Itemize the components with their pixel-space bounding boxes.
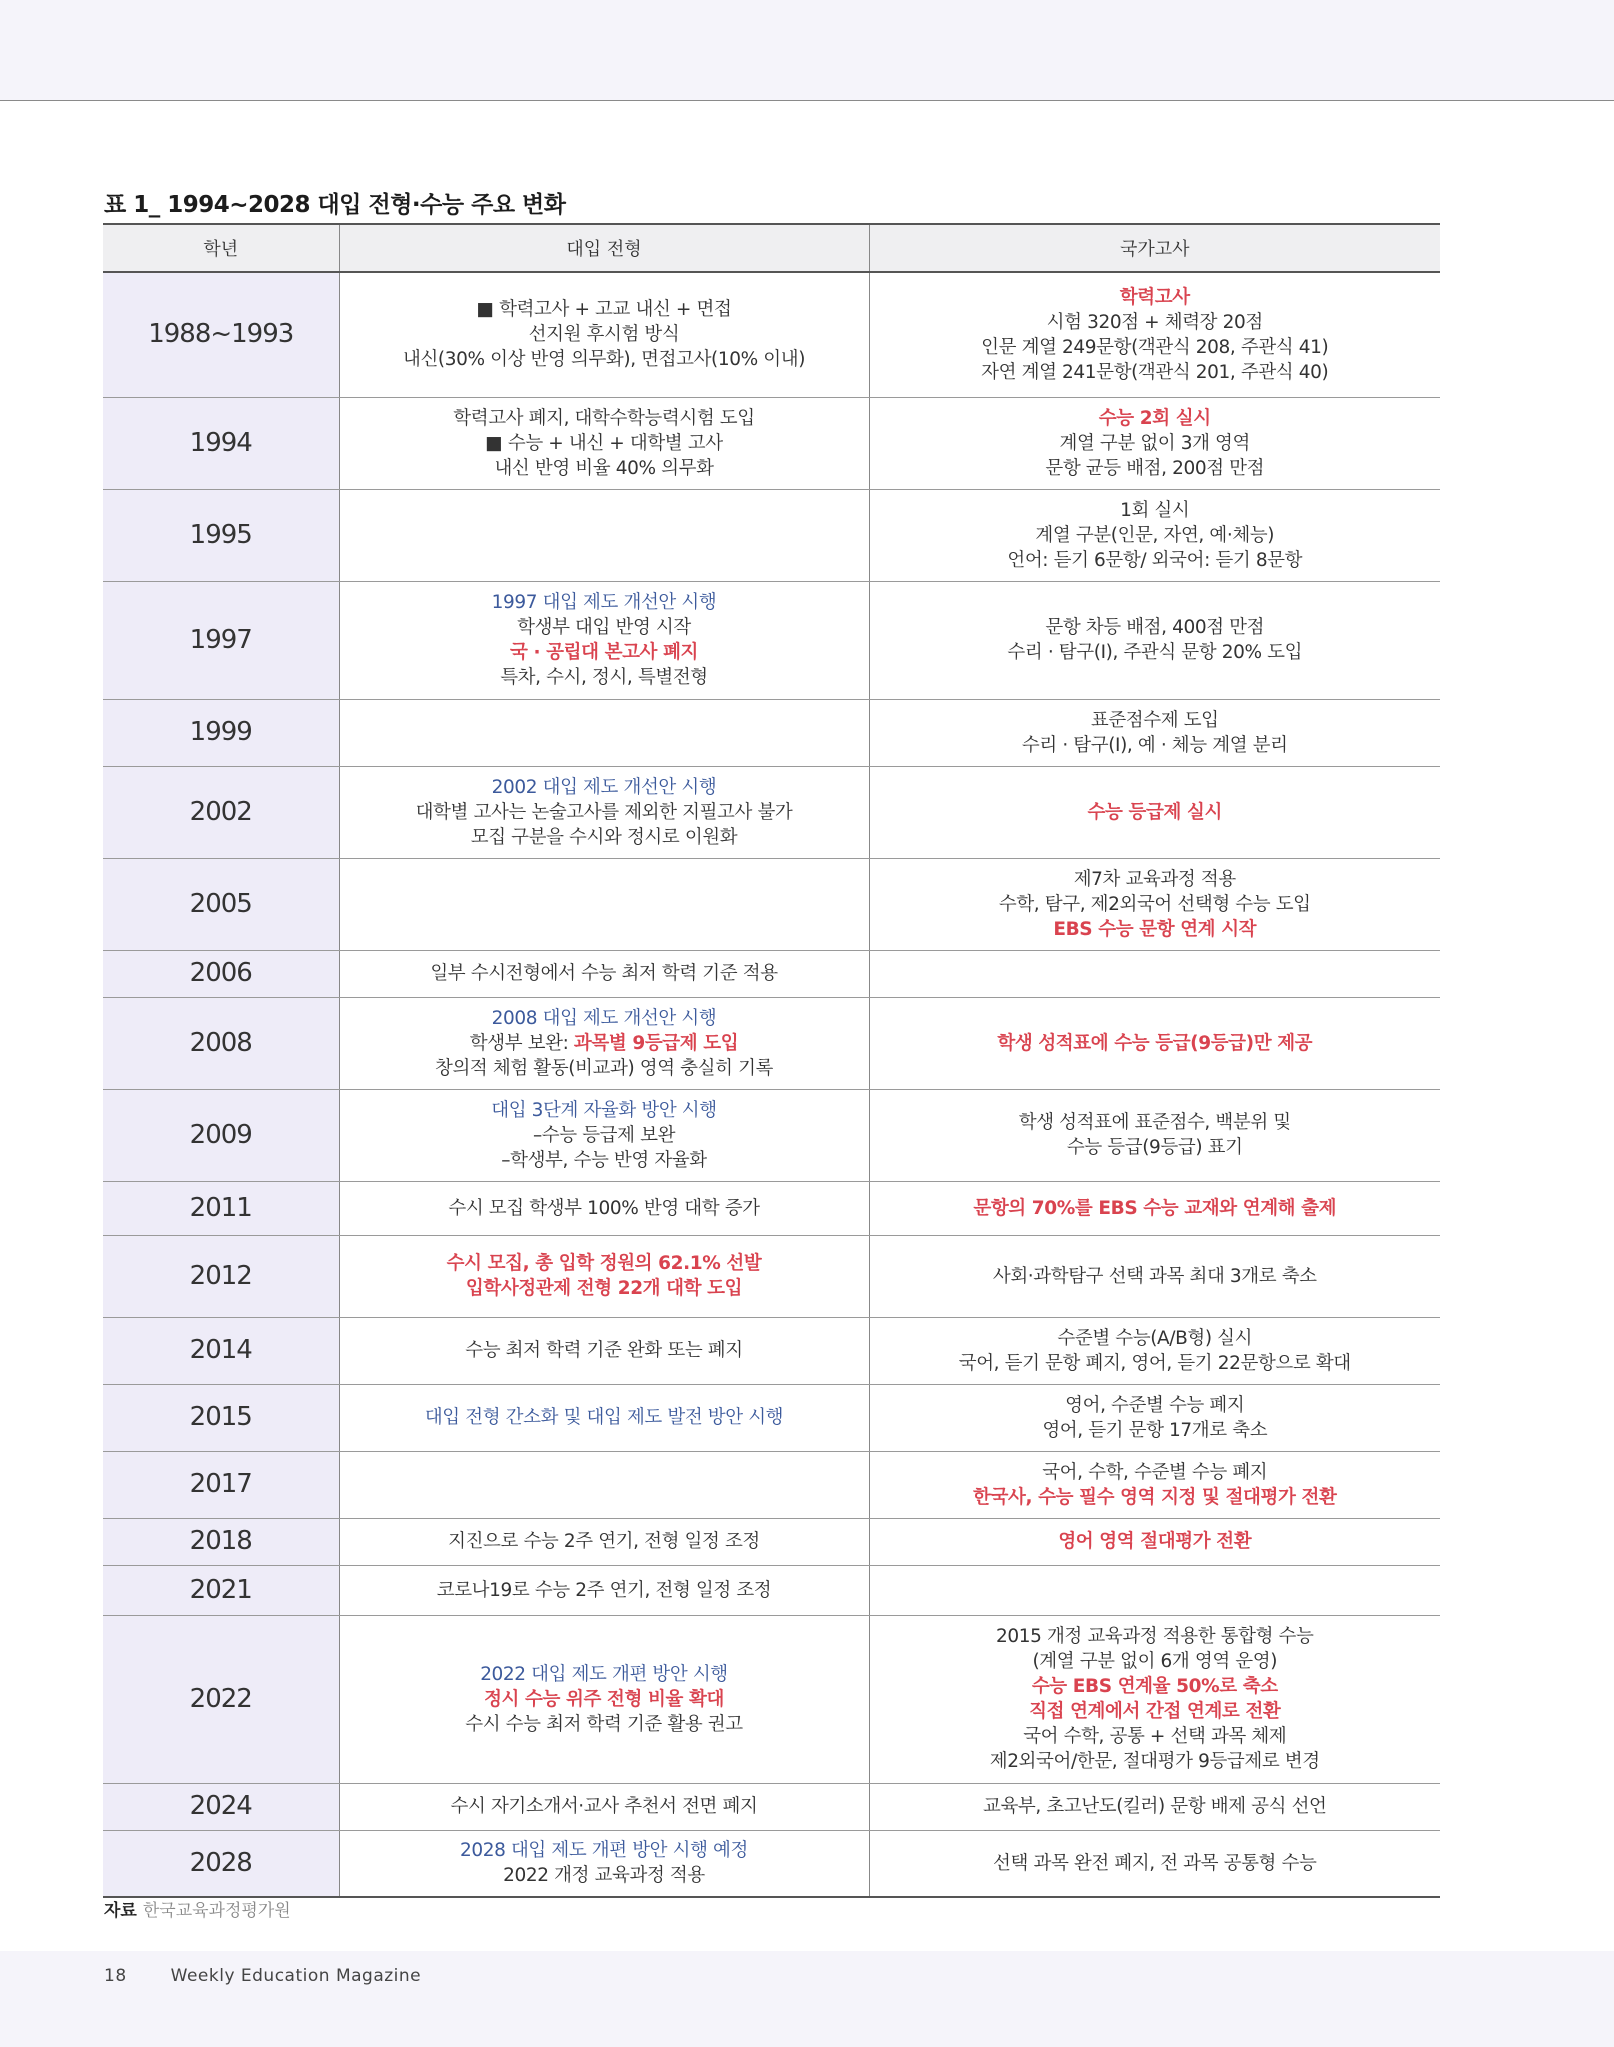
exam-line-text: 수능 EBS 연계율 50%로 축소 <box>1031 1676 1278 1697</box>
exam-line-text: 수리 · 탐구(Ⅰ), 예 · 체능 계열 분리 <box>1021 734 1288 756</box>
admission-cell <box>339 489 869 581</box>
exam-cell <box>869 1181 1440 1235</box>
admission-line <box>346 1006 863 1031</box>
exam-line-text: 문항 균등 배점, 200점 만점 <box>1045 457 1265 479</box>
admission-line <box>346 297 863 322</box>
admission-line <box>346 1863 863 1888</box>
exam-line <box>876 1529 1435 1554</box>
admission-cell <box>339 699 869 766</box>
admission-line-text: 정시 수능 위주 전형 비율 확대 <box>484 1688 724 1710</box>
admission-line-text: 특차, 수시, 정시, 특별전형 <box>500 667 708 688</box>
year-cell: 2006 <box>103 950 339 997</box>
exam-line <box>876 1393 1435 1418</box>
admission-line <box>346 406 863 431</box>
admission-line <box>346 1098 863 1123</box>
exam-line <box>876 708 1435 733</box>
exam-line <box>876 1749 1435 1774</box>
exam-line <box>876 1351 1435 1376</box>
admission-cell <box>339 766 869 858</box>
exam-line-text: 국어, 듣기 문항 폐지, 영어, 듣기 22문항으로 확대 <box>958 1352 1351 1374</box>
admission-line <box>346 1251 863 1276</box>
exam-cell <box>869 272 1440 397</box>
exam-cell <box>869 489 1440 581</box>
exam-cell <box>869 581 1440 699</box>
admission-cell <box>339 1565 869 1615</box>
page-footer <box>104 1966 421 1986</box>
table-row <box>103 489 1440 581</box>
exam-line-text: (계열 구분 없이 6개 영역 운영) <box>1032 1651 1278 1672</box>
year-cell: 2015 <box>103 1384 339 1451</box>
exam-cell <box>869 1565 1440 1615</box>
exam-cell <box>869 1451 1440 1518</box>
admission-line <box>346 615 863 640</box>
exam-cell <box>869 1089 1440 1181</box>
admission-line <box>346 825 863 850</box>
exam-line-text: 표준점수제 도입 <box>1090 709 1219 731</box>
exam-line-text: 문항 차등 배점, 400점 만점 <box>1045 617 1265 638</box>
admission-line-text: 내신(30% 이상 반영 의무화), 면접고사(10% 이내) <box>402 349 806 371</box>
admission-cell <box>339 272 869 397</box>
exam-line <box>876 733 1435 758</box>
exam-line-text: 사회·과학탐구 선택 과목 최대 3개로 축소 <box>992 1265 1317 1287</box>
admission-line-text: 일부 수시전형에서 수능 최저 학력 기준 적용 <box>430 963 778 984</box>
exam-line-text: 학생 성적표에 표준점수, 백분위 및 <box>1018 1112 1291 1133</box>
exam-line <box>876 917 1435 942</box>
exam-line-text: 학생 성적표에 수능 등급(9등급)만 제공 <box>997 1032 1313 1054</box>
exam-line <box>876 406 1435 431</box>
exam-line-text: 수능 2회 실시 <box>1098 407 1211 429</box>
table-row <box>103 950 1440 997</box>
exam-line-text: 교육부, 초고난도(킬러) 문항 배제 공식 선언 <box>982 1796 1327 1817</box>
year-cell: 2028 <box>103 1830 339 1897</box>
table-row <box>103 766 1440 858</box>
admission-line-highlight: 과목별 9등급제 도입 <box>573 1032 739 1054</box>
header-national-exam: 국가고사 <box>869 224 1440 272</box>
exam-line <box>876 1794 1435 1819</box>
table-row <box>103 1235 1440 1317</box>
table-row <box>103 1830 1440 1897</box>
admission-line-text: 수시 수능 최저 학력 기준 활용 권고 <box>465 1713 743 1735</box>
exam-line-text: 제7차 교육과정 적용 <box>1073 868 1236 890</box>
exam-line <box>876 1418 1435 1443</box>
year-cell: 1994 <box>103 397 339 489</box>
exam-line-text: 학력고사 <box>1119 286 1190 308</box>
exam-line-text: 영어, 듣기 문항 17개로 축소 <box>1042 1419 1268 1441</box>
exam-line <box>876 1264 1435 1289</box>
exam-line <box>876 1699 1435 1724</box>
year-cell: 2005 <box>103 858 339 950</box>
admission-line <box>346 775 863 800</box>
exam-line <box>876 360 1435 385</box>
admission-line <box>346 1794 863 1819</box>
admission-cell <box>339 581 869 699</box>
exam-line <box>876 285 1435 310</box>
admission-line-text: 국 · 공립대 본고사 폐지 <box>509 642 699 663</box>
year-cell: 2012 <box>103 1235 339 1317</box>
exam-line-text: 제2외국어/한문, 절대평가 9등급제로 변경 <box>989 1751 1320 1772</box>
admission-line-text: –수능 등급제 보완 <box>532 1124 676 1146</box>
header-band <box>0 0 1614 101</box>
admission-cell <box>339 997 869 1089</box>
exam-line-text: 계열 구분(인문, 자연, 예·체능) <box>1035 524 1275 546</box>
exam-cell <box>869 1830 1440 1897</box>
admission-line <box>346 1338 863 1363</box>
table-header-row <box>103 224 1440 272</box>
year-cell: 2002 <box>103 766 339 858</box>
table-row <box>103 699 1440 766</box>
exam-line-text: 계열 구분 없이 3개 영역 <box>1059 432 1251 454</box>
source-label: 자료 <box>104 1901 137 1921</box>
exam-cell <box>869 1235 1440 1317</box>
admission-line <box>346 800 863 825</box>
year-cell: 2008 <box>103 997 339 1089</box>
exam-line <box>876 1460 1435 1485</box>
table-row <box>103 581 1440 699</box>
exam-line-text: 문항의 70%를 EBS 수능 교재와 연계해 출제 <box>973 1197 1337 1219</box>
year-cell: 2017 <box>103 1451 339 1518</box>
year-cell: 1997 <box>103 581 339 699</box>
exam-line <box>876 523 1435 548</box>
year-cell: 2024 <box>103 1783 339 1830</box>
admission-line <box>346 1196 863 1221</box>
admission-line <box>346 1838 863 1863</box>
admission-line-text: 지진으로 수능 2주 연기, 전형 일정 조정 <box>448 1531 760 1552</box>
exam-line <box>876 1196 1435 1221</box>
exam-line <box>876 1326 1435 1351</box>
admission-line-text: 창의적 체험 활동(비교과) 영역 충실히 기록 <box>434 1057 774 1079</box>
admission-line-text: 학력고사 폐지, 대학수학능력시험 도입 <box>453 407 755 429</box>
exam-cell <box>869 1615 1440 1783</box>
admission-line-text: 모집 구분을 수시와 정시로 이원화 <box>470 826 738 848</box>
exam-cell <box>869 397 1440 489</box>
admission-line-text: 학생부 보완: <box>469 1032 574 1054</box>
source-note <box>104 1896 291 1921</box>
admission-line <box>346 1031 863 1056</box>
admission-line <box>346 347 863 372</box>
table-row <box>103 1089 1440 1181</box>
table-row <box>103 1565 1440 1615</box>
admission-line-text: 선지원 후시험 방식 <box>528 324 680 346</box>
table-row <box>103 858 1440 950</box>
exam-line-text: 수리 · 탐구(Ⅰ), 주관식 문항 20% 도입 <box>1007 642 1303 663</box>
table-row <box>103 1384 1440 1451</box>
source-text: 한국교육과정평가원 <box>142 1901 291 1921</box>
table-row <box>103 997 1440 1089</box>
admission-line-text: 대학별 고사는 논술고사를 제외한 지필고사 불가 <box>415 801 793 823</box>
admission-cell <box>339 1783 869 1830</box>
admission-line-text: 입학사정관제 전형 22개 대학 도입 <box>465 1278 743 1299</box>
year-cell: 2014 <box>103 1317 339 1384</box>
page-number: 18 <box>104 1966 127 1986</box>
exam-cell <box>869 1783 1440 1830</box>
admission-line-text: ■ 수능 + 내신 + 대학별 고사 <box>485 432 723 454</box>
exam-line <box>876 498 1435 523</box>
admission-line <box>346 1056 863 1081</box>
admission-line-text: 1997 대입 제도 개선안 시행 <box>491 592 717 613</box>
admission-line <box>346 590 863 615</box>
admission-line-text: ■ 학력고사 + 고교 내신 + 면접 <box>476 299 732 321</box>
admission-cell <box>339 1518 869 1565</box>
exam-line <box>876 1649 1435 1674</box>
exam-line <box>876 892 1435 917</box>
exam-cell <box>869 766 1440 858</box>
table-row <box>103 1317 1440 1384</box>
admission-line-text: 학생부 대입 반영 시작 <box>517 617 691 638</box>
exam-line-text: 한국사, 수능 필수 영역 지정 및 절대평가 전환 <box>973 1486 1337 1508</box>
exam-cell <box>869 1384 1440 1451</box>
exam-line <box>876 1135 1435 1160</box>
admission-line <box>346 1529 863 1554</box>
admission-line-text: 수시 자기소개서·교사 추천서 전면 폐지 <box>450 1796 758 1817</box>
table-title: 표 1_ 1994~2028 대입 전형·수능 주요 변화 <box>104 192 566 218</box>
exam-line <box>876 1624 1435 1649</box>
year-cell: 1999 <box>103 699 339 766</box>
admission-line-text: 수능 최저 학력 기준 완화 또는 폐지 <box>465 1340 743 1361</box>
admission-cell <box>339 1181 869 1235</box>
year-cell: 2021 <box>103 1565 339 1615</box>
table-body <box>103 272 1440 1897</box>
exam-line-text: 수능 등급제 실시 <box>1087 801 1222 823</box>
admission-cell <box>339 1235 869 1317</box>
exam-line <box>876 335 1435 360</box>
exam-line-text: 시험 320점 + 체력장 20점 <box>1046 311 1263 333</box>
admission-line <box>346 1123 863 1148</box>
exam-cell <box>869 1518 1440 1565</box>
admission-line-text: 2022 대입 제도 개편 방안 시행 <box>480 1663 728 1685</box>
admission-line-text: 코로나19로 수능 2주 연기, 전형 일정 조정 <box>436 1579 772 1601</box>
exam-line <box>876 800 1435 825</box>
exam-line <box>876 615 1435 640</box>
year-cell: 2018 <box>103 1518 339 1565</box>
exam-line <box>876 456 1435 481</box>
exam-line <box>876 1724 1435 1749</box>
exam-line-text: 영어 영역 절대평가 전환 <box>1058 1531 1252 1552</box>
exam-line <box>876 310 1435 335</box>
exam-line <box>876 1674 1435 1699</box>
admission-line-text: 수시 모집 학생부 100% 반영 대학 증가 <box>448 1197 760 1219</box>
admission-line <box>346 665 863 690</box>
year-cell: 2022 <box>103 1615 339 1783</box>
admission-line <box>346 322 863 347</box>
year-cell: 2011 <box>103 1181 339 1235</box>
exam-line-text: 선택 과목 완전 폐지, 전 과목 공통형 수능 <box>993 1852 1317 1874</box>
table-row <box>103 1615 1440 1783</box>
admission-line-text: 내신 반영 비율 40% 의무화 <box>494 457 714 479</box>
exam-line-text: 국어 수학, 공통 + 선택 과목 체제 <box>1023 1726 1287 1747</box>
exam-line <box>876 431 1435 456</box>
year-cell: 1988~1993 <box>103 272 339 397</box>
exam-line <box>876 640 1435 665</box>
magazine-name: Weekly Education Magazine <box>170 1966 422 1986</box>
admission-line <box>346 1687 863 1712</box>
admission-cell <box>339 1089 869 1181</box>
admission-line-text: 2022 개정 교육과정 적용 <box>503 1865 705 1887</box>
admission-line <box>346 1712 863 1737</box>
admission-line <box>346 640 863 665</box>
exam-line-text: 수능 등급(9등급) 표기 <box>1066 1137 1243 1158</box>
exam-line-text: 2015 개정 교육과정 적용한 통합형 수능 <box>996 1626 1314 1647</box>
exam-line-text: 언어: 듣기 6문항/ 외국어: 듣기 8문항 <box>1007 549 1303 571</box>
admission-cell <box>339 950 869 997</box>
admission-cell <box>339 1615 869 1783</box>
exam-line <box>876 867 1435 892</box>
exam-cell <box>869 1317 1440 1384</box>
admission-line-text: 대입 전형 간소화 및 대입 제도 발전 방안 시행 <box>424 1407 784 1428</box>
exam-line-text: 수학, 탐구, 제2외국어 선택형 수능 도입 <box>998 893 1311 915</box>
admission-line <box>346 1276 863 1301</box>
admission-line-text: 수시 모집, 총 입학 정원의 62.1% 선발 <box>446 1253 762 1274</box>
admission-cell <box>339 1384 869 1451</box>
admission-line <box>346 1405 863 1430</box>
header-year: 학년 <box>103 224 339 272</box>
exam-line-text: 인문 계열 249문항(객관식 208, 주관식 41) <box>981 336 1329 358</box>
exam-line-text: 1회 실시 <box>1120 499 1190 521</box>
table-row <box>103 1451 1440 1518</box>
admission-line <box>346 1578 863 1603</box>
admission-line-text: 2028 대입 제도 개편 방안 시행 예정 <box>459 1840 749 1862</box>
exam-line <box>876 1485 1435 1510</box>
table-row <box>103 1518 1440 1565</box>
exam-cell <box>869 699 1440 766</box>
exam-line-text: EBS 수능 문항 연계 시작 <box>1053 918 1257 940</box>
exam-line <box>876 1110 1435 1135</box>
exam-cell <box>869 858 1440 950</box>
admission-cell <box>339 1451 869 1518</box>
exam-line-text: 수준별 수능(A/B형) 실시 <box>1057 1327 1253 1349</box>
table-row <box>103 1783 1440 1830</box>
table-row <box>103 1181 1440 1235</box>
exam-line-text: 자연 계열 241문항(객관식 201, 주관식 40) <box>981 361 1329 383</box>
exam-cell <box>869 950 1440 997</box>
admission-line <box>346 456 863 481</box>
exam-line <box>876 548 1435 573</box>
admission-line <box>346 1662 863 1687</box>
admission-line <box>346 431 863 456</box>
admission-line <box>346 1148 863 1173</box>
exam-cell <box>869 997 1440 1089</box>
admission-cell <box>339 858 869 950</box>
exam-line <box>876 1851 1435 1876</box>
admission-line <box>346 961 863 986</box>
admission-line-text: –학생부, 수능 반영 자율화 <box>501 1149 707 1171</box>
admission-changes-table <box>103 223 1440 1898</box>
exam-line-text: 국어, 수학, 수준별 수능 폐지 <box>1042 1461 1268 1483</box>
table-row <box>103 397 1440 489</box>
admission-cell <box>339 397 869 489</box>
exam-line-text: 영어, 수준별 수능 폐지 <box>1065 1394 1245 1416</box>
year-cell: 2009 <box>103 1089 339 1181</box>
exam-line-text: 직접 연계에서 간접 연계로 전환 <box>1029 1701 1281 1722</box>
admission-line-text: 2008 대입 제도 개선안 시행 <box>491 1007 717 1029</box>
admission-cell <box>339 1830 869 1897</box>
year-cell: 1995 <box>103 489 339 581</box>
table-row <box>103 272 1440 397</box>
admission-cell <box>339 1317 869 1384</box>
exam-line <box>876 1031 1435 1056</box>
admission-line-text: 대입 3단계 자율화 방안 시행 <box>491 1099 717 1121</box>
header-admission: 대입 전형 <box>339 224 869 272</box>
admission-line-text: 2002 대입 제도 개선안 시행 <box>491 776 717 798</box>
